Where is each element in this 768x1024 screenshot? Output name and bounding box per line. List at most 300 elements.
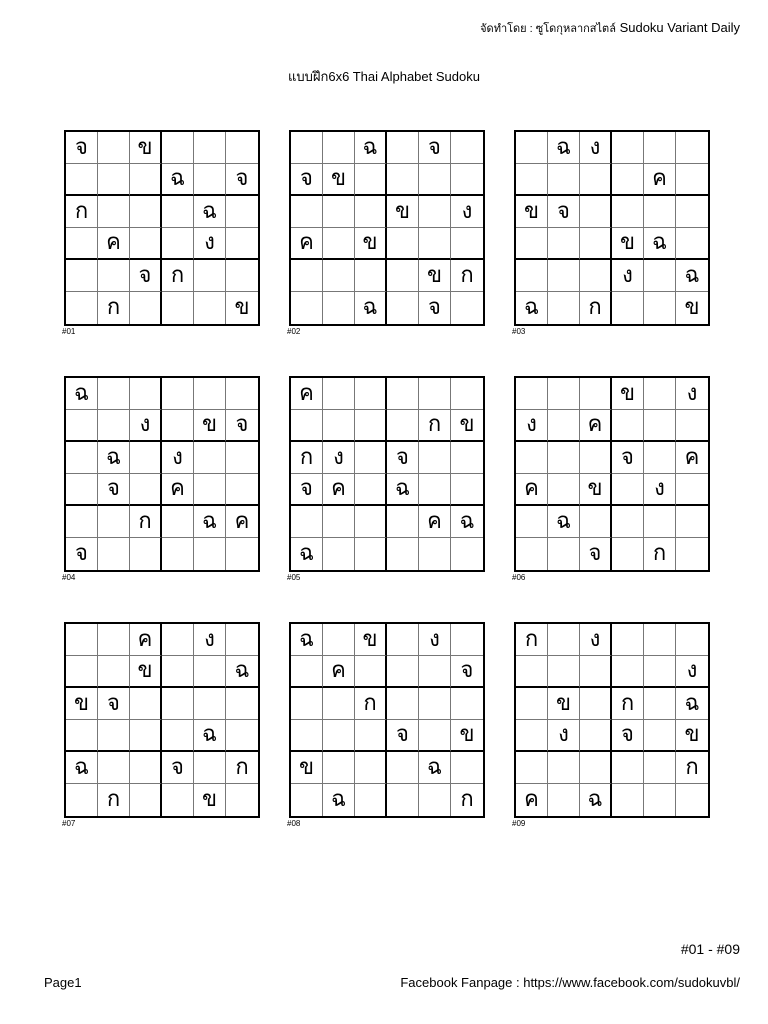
sudoku-cell[interactable]: [66, 506, 98, 538]
sudoku-cell[interactable]: [98, 656, 130, 688]
sudoku-cell[interactable]: [516, 688, 548, 720]
sudoku-cell[interactable]: ฉ: [291, 624, 323, 656]
sudoku-cell[interactable]: จ: [612, 720, 644, 752]
sudoku-cell[interactable]: ค: [291, 378, 323, 410]
sudoku-cell[interactable]: [644, 656, 676, 688]
sudoku-cell[interactable]: [194, 378, 226, 410]
sudoku-cell[interactable]: [387, 538, 419, 570]
sudoku-cell[interactable]: [323, 228, 355, 260]
sudoku-cell[interactable]: [387, 132, 419, 164]
sudoku-cell[interactable]: [419, 538, 451, 570]
sudoku-cell[interactable]: [612, 292, 644, 324]
sudoku-cell[interactable]: ข: [516, 196, 548, 228]
sudoku-cell[interactable]: [66, 442, 98, 474]
sudoku-cell[interactable]: [130, 784, 162, 816]
sudoku-cell[interactable]: [323, 720, 355, 752]
sudoku-cell[interactable]: [387, 656, 419, 688]
sudoku-cell[interactable]: ข: [451, 720, 483, 752]
sudoku-cell[interactable]: [162, 688, 194, 720]
sudoku-cell[interactable]: [323, 196, 355, 228]
sudoku-cell[interactable]: ก: [130, 506, 162, 538]
sudoku-cell[interactable]: ข: [387, 196, 419, 228]
sudoku-cell[interactable]: [516, 656, 548, 688]
sudoku-cell[interactable]: [516, 378, 548, 410]
sudoku-cell[interactable]: [226, 720, 258, 752]
sudoku-cell[interactable]: ฉ: [98, 442, 130, 474]
sudoku-cell[interactable]: จ: [66, 132, 98, 164]
sudoku-cell[interactable]: [644, 720, 676, 752]
sudoku-cell[interactable]: ง: [548, 720, 580, 752]
sudoku-cell[interactable]: จ: [580, 538, 612, 570]
sudoku-cell[interactable]: [291, 292, 323, 324]
sudoku-cell[interactable]: [355, 656, 387, 688]
sudoku-cell[interactable]: ง: [580, 624, 612, 656]
sudoku-cell[interactable]: [226, 688, 258, 720]
sudoku-cell[interactable]: [98, 378, 130, 410]
sudoku-cell[interactable]: [323, 752, 355, 784]
sudoku-cell[interactable]: จ: [226, 410, 258, 442]
sudoku-cell[interactable]: [226, 228, 258, 260]
sudoku-cell[interactable]: [451, 688, 483, 720]
sudoku-cell[interactable]: [644, 442, 676, 474]
sudoku-cell[interactable]: [98, 132, 130, 164]
sudoku-cell[interactable]: ค: [676, 442, 708, 474]
sudoku-cell[interactable]: ฉ: [548, 506, 580, 538]
sudoku-cell[interactable]: ฉ: [194, 506, 226, 538]
sudoku-cell[interactable]: ฉ: [451, 506, 483, 538]
sudoku-cell[interactable]: [226, 196, 258, 228]
sudoku-cell[interactable]: [130, 752, 162, 784]
sudoku-cell[interactable]: ฉ: [226, 656, 258, 688]
sudoku-cell[interactable]: ค: [323, 474, 355, 506]
sudoku-cell[interactable]: ฉ: [580, 784, 612, 816]
sudoku-cell[interactable]: [66, 410, 98, 442]
sudoku-cell[interactable]: [451, 624, 483, 656]
sudoku-cell[interactable]: [676, 228, 708, 260]
sudoku-cell[interactable]: [516, 720, 548, 752]
sudoku-cell[interactable]: [130, 720, 162, 752]
sudoku-cell[interactable]: ข: [291, 752, 323, 784]
sudoku-cell[interactable]: [291, 784, 323, 816]
sudoku-cell[interactable]: [226, 260, 258, 292]
sudoku-cell[interactable]: ฉ: [644, 228, 676, 260]
sudoku-cell[interactable]: ข: [419, 260, 451, 292]
sudoku-cell[interactable]: [612, 132, 644, 164]
sudoku-cell[interactable]: [291, 720, 323, 752]
sudoku-cell[interactable]: [355, 378, 387, 410]
sudoku-cell[interactable]: [516, 752, 548, 784]
sudoku-cell[interactable]: ง: [323, 442, 355, 474]
sudoku-cell[interactable]: ฉ: [323, 784, 355, 816]
sudoku-cell[interactable]: [355, 260, 387, 292]
sudoku-cell[interactable]: ข: [580, 474, 612, 506]
sudoku-cell[interactable]: ค: [580, 410, 612, 442]
sudoku-cell[interactable]: [194, 164, 226, 196]
sudoku-cell[interactable]: [419, 474, 451, 506]
sudoku-cell[interactable]: [387, 260, 419, 292]
sudoku-cell[interactable]: [66, 720, 98, 752]
sudoku-cell[interactable]: ฉ: [66, 752, 98, 784]
sudoku-cell[interactable]: [162, 292, 194, 324]
sudoku-cell[interactable]: จ: [451, 656, 483, 688]
sudoku-cell[interactable]: [387, 784, 419, 816]
sudoku-cell[interactable]: [323, 132, 355, 164]
sudoku-cell[interactable]: ค: [162, 474, 194, 506]
sudoku-cell[interactable]: [419, 720, 451, 752]
sudoku-cell[interactable]: [162, 538, 194, 570]
sudoku-cell[interactable]: [323, 538, 355, 570]
sudoku-cell[interactable]: [516, 164, 548, 196]
sudoku-cell[interactable]: [387, 228, 419, 260]
sudoku-cell[interactable]: ง: [644, 474, 676, 506]
sudoku-cell[interactable]: [548, 228, 580, 260]
sudoku-cell[interactable]: [66, 474, 98, 506]
sudoku-cell[interactable]: [194, 656, 226, 688]
sudoku-cell[interactable]: [548, 292, 580, 324]
sudoku-cell[interactable]: [226, 474, 258, 506]
sudoku-cell[interactable]: [548, 410, 580, 442]
sudoku-cell[interactable]: [226, 538, 258, 570]
sudoku-cell[interactable]: ฉ: [676, 688, 708, 720]
sudoku-cell[interactable]: [291, 688, 323, 720]
sudoku-cell[interactable]: จ: [612, 442, 644, 474]
sudoku-cell[interactable]: [98, 720, 130, 752]
sudoku-cell[interactable]: [98, 538, 130, 570]
sudoku-cell[interactable]: [644, 260, 676, 292]
sudoku-cell[interactable]: ข: [355, 228, 387, 260]
sudoku-cell[interactable]: [548, 474, 580, 506]
fanpage-link[interactable]: Facebook Fanpage : https://www.facebook.com/sudokuvbl/: [400, 975, 740, 990]
sudoku-cell[interactable]: ง: [676, 378, 708, 410]
sudoku-cell[interactable]: [451, 228, 483, 260]
sudoku-cell[interactable]: [194, 688, 226, 720]
sudoku-cell[interactable]: [516, 228, 548, 260]
sudoku-cell[interactable]: จ: [419, 132, 451, 164]
sudoku-cell[interactable]: ค: [291, 228, 323, 260]
sudoku-cell[interactable]: [580, 260, 612, 292]
sudoku-cell[interactable]: ง: [162, 442, 194, 474]
sudoku-cell[interactable]: [226, 132, 258, 164]
sudoku-cell[interactable]: ค: [516, 474, 548, 506]
sudoku-cell[interactable]: [451, 538, 483, 570]
sudoku-cell[interactable]: [98, 624, 130, 656]
sudoku-cell[interactable]: ฉ: [194, 720, 226, 752]
sudoku-cell[interactable]: ก: [644, 538, 676, 570]
sudoku-cell[interactable]: [194, 132, 226, 164]
sudoku-cell[interactable]: [387, 506, 419, 538]
sudoku-cell[interactable]: [548, 260, 580, 292]
sudoku-cell[interactable]: [644, 752, 676, 784]
sudoku-cell[interactable]: ง: [130, 410, 162, 442]
sudoku-cell[interactable]: [676, 538, 708, 570]
sudoku-cell[interactable]: [162, 720, 194, 752]
sudoku-cell[interactable]: [612, 752, 644, 784]
sudoku-cell[interactable]: [612, 784, 644, 816]
sudoku-cell[interactable]: [226, 784, 258, 816]
sudoku-cell[interactable]: [676, 624, 708, 656]
sudoku-cell[interactable]: ข: [194, 784, 226, 816]
sudoku-cell[interactable]: ข: [323, 164, 355, 196]
sudoku-cell[interactable]: [580, 228, 612, 260]
sudoku-cell[interactable]: จ: [291, 164, 323, 196]
sudoku-cell[interactable]: ค: [419, 506, 451, 538]
sudoku-cell[interactable]: [130, 688, 162, 720]
sudoku-cell[interactable]: จ: [130, 260, 162, 292]
sudoku-cell[interactable]: [162, 506, 194, 538]
sudoku-cell[interactable]: ฉ: [419, 752, 451, 784]
sudoku-cell[interactable]: [194, 752, 226, 784]
sudoku-cell[interactable]: [387, 624, 419, 656]
sudoku-cell[interactable]: [66, 260, 98, 292]
sudoku-cell[interactable]: [387, 164, 419, 196]
sudoku-cell[interactable]: [516, 538, 548, 570]
sudoku-cell[interactable]: [194, 474, 226, 506]
sudoku-cell[interactable]: [162, 656, 194, 688]
sudoku-cell[interactable]: [548, 538, 580, 570]
sudoku-cell[interactable]: [162, 378, 194, 410]
sudoku-cell[interactable]: ง: [612, 260, 644, 292]
sudoku-cell[interactable]: [355, 410, 387, 442]
sudoku-cell[interactable]: ฉ: [387, 474, 419, 506]
sudoku-cell[interactable]: [226, 442, 258, 474]
sudoku-cell[interactable]: ข: [612, 228, 644, 260]
sudoku-cell[interactable]: [644, 292, 676, 324]
sudoku-cell[interactable]: [162, 784, 194, 816]
sudoku-cell[interactable]: [419, 784, 451, 816]
sudoku-cell[interactable]: [612, 196, 644, 228]
sudoku-cell[interactable]: [194, 538, 226, 570]
sudoku-cell[interactable]: [548, 378, 580, 410]
sudoku-cell[interactable]: [516, 132, 548, 164]
sudoku-cell[interactable]: จ: [387, 720, 419, 752]
sudoku-cell[interactable]: ง: [419, 624, 451, 656]
sudoku-cell[interactable]: [355, 442, 387, 474]
sudoku-cell[interactable]: ก: [451, 260, 483, 292]
sudoku-cell[interactable]: [323, 410, 355, 442]
sudoku-cell[interactable]: ก: [66, 196, 98, 228]
sudoku-cell[interactable]: [580, 442, 612, 474]
sudoku-cell[interactable]: [451, 378, 483, 410]
sudoku-cell[interactable]: [194, 292, 226, 324]
sudoku-cell[interactable]: [451, 292, 483, 324]
sudoku-cell[interactable]: ข: [684, 295, 700, 320]
sudoku-cell[interactable]: [580, 720, 612, 752]
sudoku-cell[interactable]: [98, 164, 130, 196]
sudoku-cell[interactable]: [676, 196, 708, 228]
sudoku-cell[interactable]: จ: [387, 442, 419, 474]
sudoku-cell[interactable]: [130, 442, 162, 474]
sudoku-cell[interactable]: [355, 506, 387, 538]
sudoku-cell[interactable]: ฉ: [548, 132, 580, 164]
sudoku-cell[interactable]: [66, 784, 98, 816]
sudoku-cell[interactable]: ง: [676, 656, 708, 688]
sudoku-cell[interactable]: ก: [291, 442, 323, 474]
sudoku-cell[interactable]: ก: [226, 752, 258, 784]
sudoku-cell[interactable]: ก: [355, 688, 387, 720]
sudoku-cell[interactable]: ง: [580, 132, 612, 164]
sudoku-cell[interactable]: ข: [130, 132, 162, 164]
sudoku-cell[interactable]: [451, 132, 483, 164]
sudoku-cell[interactable]: [355, 784, 387, 816]
sudoku-cell[interactable]: [387, 410, 419, 442]
sudoku-cell[interactable]: [451, 474, 483, 506]
sudoku-cell[interactable]: [66, 228, 98, 260]
sudoku-cell[interactable]: ข: [130, 656, 162, 688]
sudoku-cell[interactable]: จ: [98, 688, 130, 720]
sudoku-cell[interactable]: ค: [98, 228, 130, 260]
sudoku-cell[interactable]: [612, 474, 644, 506]
sudoku-cell[interactable]: ก: [98, 784, 130, 816]
sudoku-cell[interactable]: [98, 752, 130, 784]
sudoku-cell[interactable]: [387, 752, 419, 784]
sudoku-cell[interactable]: [548, 752, 580, 784]
sudoku-cell[interactable]: ฉ: [194, 196, 226, 228]
sudoku-cell[interactable]: [291, 656, 323, 688]
sudoku-cell[interactable]: [162, 196, 194, 228]
sudoku-cell[interactable]: ข: [194, 410, 226, 442]
sudoku-cell[interactable]: [323, 260, 355, 292]
sudoku-cell[interactable]: [130, 378, 162, 410]
sudoku-cell[interactable]: [548, 784, 580, 816]
sudoku-cell[interactable]: ฉ: [291, 538, 323, 570]
sudoku-cell[interactable]: [323, 506, 355, 538]
sudoku-cell[interactable]: ง: [194, 624, 226, 656]
sudoku-cell[interactable]: [644, 196, 676, 228]
sudoku-cell[interactable]: จ: [419, 292, 451, 324]
sudoku-cell[interactable]: [355, 720, 387, 752]
sudoku-cell[interactable]: [644, 688, 676, 720]
sudoku-cell[interactable]: ก: [612, 688, 644, 720]
sudoku-cell[interactable]: [516, 506, 548, 538]
sudoku-cell[interactable]: [580, 688, 612, 720]
sudoku-cell[interactable]: ค: [644, 164, 676, 196]
sudoku-cell[interactable]: ข: [451, 410, 483, 442]
sudoku-cell[interactable]: จ: [162, 752, 194, 784]
sudoku-cell[interactable]: [355, 164, 387, 196]
sudoku-cell[interactable]: [226, 378, 258, 410]
sudoku-cell[interactable]: [580, 506, 612, 538]
sudoku-cell[interactable]: [612, 164, 644, 196]
sudoku-cell[interactable]: [66, 292, 98, 324]
sudoku-cell[interactable]: [451, 442, 483, 474]
sudoku-cell[interactable]: [676, 474, 708, 506]
sudoku-cell[interactable]: [66, 624, 98, 656]
sudoku-cell[interactable]: [323, 688, 355, 720]
sudoku-cell[interactable]: [194, 260, 226, 292]
sudoku-cell[interactable]: [355, 196, 387, 228]
sudoku-cell[interactable]: [130, 164, 162, 196]
sudoku-cell[interactable]: จ: [98, 474, 130, 506]
sudoku-cell[interactable]: ค: [130, 624, 162, 656]
sudoku-cell[interactable]: [355, 752, 387, 784]
sudoku-cell[interactable]: จ: [226, 164, 258, 196]
sudoku-cell[interactable]: [419, 656, 451, 688]
sudoku-cell[interactable]: [580, 378, 612, 410]
sudoku-cell[interactable]: [162, 132, 194, 164]
sudoku-cell[interactable]: ง: [516, 410, 548, 442]
sudoku-cell[interactable]: [580, 752, 612, 784]
sudoku-cell[interactable]: [162, 624, 194, 656]
sudoku-cell[interactable]: [676, 164, 708, 196]
sudoku-cell[interactable]: [548, 624, 580, 656]
sudoku-cell[interactable]: [130, 292, 162, 324]
sudoku-cell[interactable]: [130, 196, 162, 228]
sudoku-cell[interactable]: [644, 378, 676, 410]
sudoku-cell[interactable]: ฉ: [355, 292, 387, 324]
sudoku-cell[interactable]: [676, 506, 708, 538]
sudoku-cell[interactable]: ง: [194, 228, 226, 260]
sudoku-cell[interactable]: [130, 474, 162, 506]
sudoku-cell[interactable]: [548, 656, 580, 688]
sudoku-cell[interactable]: ข: [548, 688, 580, 720]
sudoku-cell[interactable]: [548, 442, 580, 474]
sudoku-cell[interactable]: จ: [291, 474, 323, 506]
sudoku-cell[interactable]: [612, 410, 644, 442]
sudoku-cell[interactable]: [162, 228, 194, 260]
sudoku-cell[interactable]: [451, 752, 483, 784]
sudoku-cell[interactable]: [419, 442, 451, 474]
sudoku-cell[interactable]: ข: [234, 295, 250, 320]
sudoku-cell[interactable]: [226, 624, 258, 656]
sudoku-cell[interactable]: [291, 260, 323, 292]
sudoku-cell[interactable]: ฉ: [355, 132, 387, 164]
sudoku-cell[interactable]: ฉ: [676, 260, 708, 292]
sudoku-cell[interactable]: ข: [612, 378, 644, 410]
sudoku-cell[interactable]: ก: [676, 752, 708, 784]
sudoku-cell[interactable]: [194, 442, 226, 474]
sudoku-cell[interactable]: [580, 164, 612, 196]
sudoku-cell[interactable]: [323, 378, 355, 410]
sudoku-cell[interactable]: [419, 196, 451, 228]
sudoku-cell[interactable]: [419, 228, 451, 260]
sudoku-cell[interactable]: [323, 292, 355, 324]
sudoku-cell[interactable]: [580, 196, 612, 228]
sudoku-cell[interactable]: ข: [676, 720, 708, 752]
sudoku-cell[interactable]: [419, 378, 451, 410]
sudoku-cell[interactable]: ข: [355, 624, 387, 656]
sudoku-cell[interactable]: [291, 410, 323, 442]
sudoku-cell[interactable]: [612, 656, 644, 688]
sudoku-cell[interactable]: ก: [580, 292, 612, 324]
sudoku-cell[interactable]: [323, 624, 355, 656]
sudoku-cell[interactable]: [644, 506, 676, 538]
sudoku-cell[interactable]: ก: [516, 624, 548, 656]
sudoku-cell[interactable]: [355, 538, 387, 570]
sudoku-cell[interactable]: ฉ: [66, 378, 98, 410]
sudoku-cell[interactable]: [130, 538, 162, 570]
sudoku-cell[interactable]: ก: [162, 260, 194, 292]
sudoku-cell[interactable]: ค: [516, 784, 548, 816]
sudoku-cell[interactable]: [580, 656, 612, 688]
sudoku-cell[interactable]: [291, 132, 323, 164]
sudoku-cell[interactable]: ค: [226, 506, 258, 538]
sudoku-cell[interactable]: [419, 164, 451, 196]
sudoku-cell[interactable]: [516, 260, 548, 292]
sudoku-cell[interactable]: [98, 260, 130, 292]
sudoku-cell[interactable]: จ: [66, 538, 98, 570]
sudoku-cell[interactable]: ก: [419, 410, 451, 442]
sudoku-cell[interactable]: ก: [460, 787, 474, 812]
sudoku-cell[interactable]: [516, 442, 548, 474]
sudoku-cell[interactable]: [644, 132, 676, 164]
sudoku-cell[interactable]: ฉ: [516, 292, 548, 324]
sudoku-cell[interactable]: [644, 784, 676, 816]
sudoku-cell[interactable]: [162, 410, 194, 442]
sudoku-cell[interactable]: [612, 624, 644, 656]
sudoku-cell[interactable]: [291, 196, 323, 228]
sudoku-cell[interactable]: [612, 506, 644, 538]
sudoku-cell[interactable]: [419, 688, 451, 720]
